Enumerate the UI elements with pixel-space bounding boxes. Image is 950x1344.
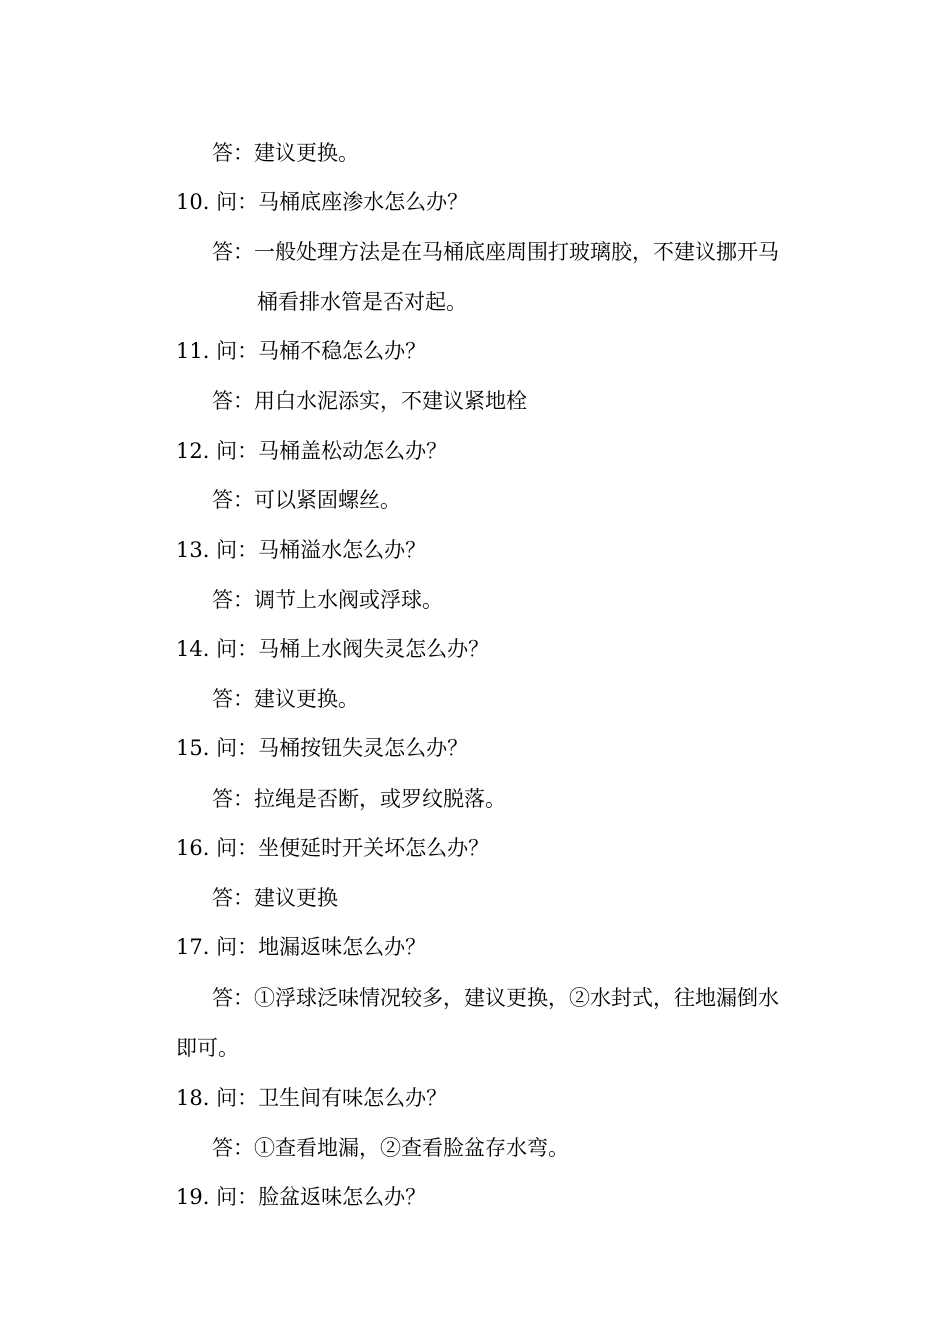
answer-18: 答：①查看地漏，②查看脸盆存水弯。	[212, 1136, 569, 1160]
question-17: 17. 问：地漏返味怎么办？	[176, 935, 427, 959]
answer-16: 答：建议更换	[212, 886, 338, 910]
question-11: 11. 问：马桶不稳怎么办？	[176, 339, 427, 363]
answer-17: 答：①浮球泛味情况较多，建议更换，②水封式，往地漏倒水	[212, 986, 779, 1010]
question-15: 15. 问：马桶按钮失灵怎么办？	[176, 736, 469, 760]
question-12: 12. 问：马桶盖松动怎么办？	[176, 439, 448, 463]
question-10: 10. 问：马桶底座渗水怎么办？	[176, 190, 469, 214]
question-13: 13. 问：马桶溢水怎么办？	[176, 538, 427, 562]
question-14: 14. 问：马桶上水阀失灵怎么办？	[176, 637, 490, 661]
answer-12: 答：可以紧固螺丝。	[212, 488, 401, 512]
answer-13: 答：调节上水阀或浮球。	[212, 588, 443, 612]
answer-14: 答：建议更换。	[212, 687, 359, 711]
question-16: 16. 问：坐便延时开关坏怎么办？	[176, 836, 490, 860]
answer-10-continued: 桶看排水管是否对起。	[257, 290, 467, 314]
answer-11: 答：用白水泥添实，不建议紧地栓	[212, 389, 527, 413]
answer-10: 答：一般处理方法是在马桶底座周围打玻璃胶，不建议挪开马	[212, 240, 779, 264]
answer-9: 答：建议更换。	[212, 141, 359, 165]
answer-17-continued: 即可。	[176, 1036, 239, 1060]
question-18: 18. 问：卫生间有味怎么办？	[176, 1086, 448, 1110]
question-19: 19. 问：脸盆返味怎么办？	[176, 1185, 427, 1209]
answer-15: 答：拉绳是否断，或罗纹脱落。	[212, 787, 506, 811]
